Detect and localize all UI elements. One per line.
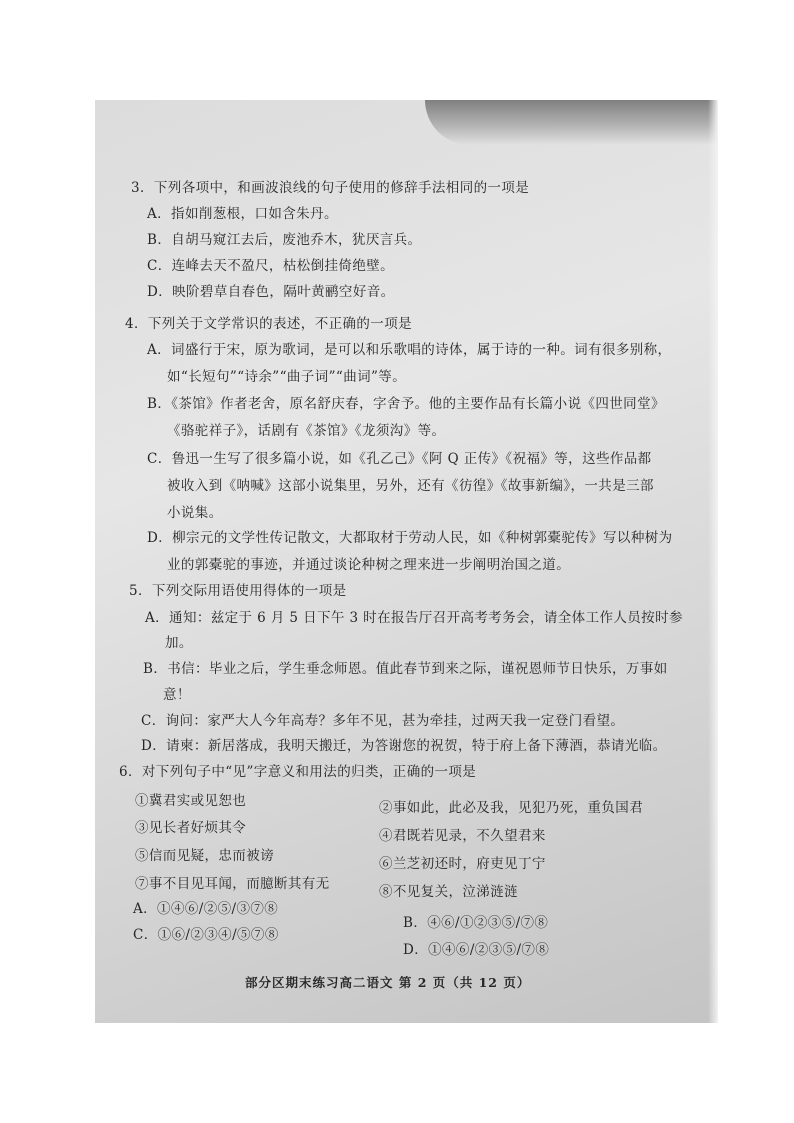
question-4-option-a-line1: A．词盛行于宋，原为歌词，是可以和乐歌唱的诗体，属于诗的一种。词有很多别称， [147, 342, 672, 358]
question-6-stem: 6．对下列句子中“见”字意义和用法的归类，正确的一项是 [119, 764, 477, 780]
question-6-item-5: ⑤信而见疑，忠而被谤 [135, 848, 274, 864]
question-4-stem: 4．下列关于文学常识的表述，不正确的一项是 [125, 316, 412, 332]
question-5-option-c: C．询问：家严大人今年高寿？多年不见，甚为牵挂，过两天我一定登门看望。 [141, 713, 625, 729]
question-3-option-a: A．指如削葱根，口如含朱丹。 [147, 206, 338, 222]
exam-content [95, 100, 718, 1023]
question-5-option-b-line1: B．书信：毕业之后，学生垂念师恩。值此春节到来之际，谨祝恩师节日快乐，万事如 [143, 661, 668, 677]
question-6-item-2: ②事如此，此必及我，见犯乃死，重负国君 [379, 800, 644, 816]
question-5-option-b-line2: 意！ [163, 687, 191, 703]
question-4-option-a-line2: 如“长短句”“诗余”“曲子词”“曲词”等。 [167, 369, 407, 385]
question-3-option-c: C．连峰去天不盈尺，枯松倒挂倚绝壁。 [147, 258, 395, 274]
question-6-option-b: B．④⑥/①②③⑤/⑦⑧ [403, 915, 549, 931]
question-4-option-b-line2: 《骆驼祥子》，话剧有《茶馆》《龙须沟》等。 [167, 423, 446, 439]
question-4-option-c-line2: 被收入到《呐喊》这部小说集里，另外，还有《彷徨》《故事新编》，一共是三部 [167, 478, 654, 494]
question-6-item-1: ①冀君实或见恕也 [135, 793, 247, 809]
question-4-option-d-line2: 业的郭橐驼的事迹，并通过谈论种树之理来进一步阐明治国之道。 [167, 557, 571, 573]
question-6-option-c: C．①⑥/②③④/⑤⑦⑧ [133, 927, 279, 943]
page-footer: 部分区期末练习高二语文 第 2 页（共 12 页） [245, 975, 531, 990]
question-6-item-6: ⑥兰芝初还时，府吏见丁宁 [379, 856, 546, 872]
question-4-option-c-line1: C．鲁迅一生写了很多篇小说，如《孔乙己》《阿 Q 正传》《祝福》等，这些作品都 [147, 451, 652, 467]
question-5-option-a-line2: 加。 [165, 635, 193, 651]
question-4-option-c-line3: 小说集。 [167, 505, 223, 521]
question-5-stem: 5．下列交际用语使用得体的一项是 [129, 583, 347, 599]
question-3-option-d: D．映阶碧草自春色，隔叶黄鹂空好音。 [147, 284, 395, 300]
question-4-option-b-line1: B．《茶馆》作者老舍，原名舒庆春，字舍予。他的主要作品有长篇小说《四世同堂》 [147, 396, 665, 412]
question-6-item-8: ⑧不见复关，泣涕涟涟 [379, 884, 518, 900]
question-5-option-d: D．请柬：新居落成，我明天搬迁，为答谢您的祝贺，特于府上备下薄酒，恭请光临。 [141, 738, 667, 754]
question-6-option-a: A．①④⑥/②⑤/③⑦⑧ [133, 901, 279, 917]
question-3-option-b: B．自胡马窥江去后，废池乔木，犹厌言兵。 [147, 232, 422, 248]
question-6-item-7: ⑦事不目见耳闻，而臆断其有无 [135, 876, 330, 892]
question-6-item-4: ④君既若见录，不久望君来 [379, 828, 546, 844]
question-5-option-a-line1: A．通知：兹定于 6 月 5 日下午 3 时在报告厅召开高考考务会，请全体工作人员按时参 [145, 610, 683, 626]
question-6-option-d: D．①④⑥/②③⑤/⑦⑧ [403, 942, 550, 958]
question-6-item-3: ③见长者好烦其令 [135, 820, 247, 836]
question-4-option-d-line1: D．柳宗元的文学性传记散文，大都取材于劳动人民，如《种树郭橐驼传》写以种树为 [147, 530, 673, 546]
scanned-page-photo [95, 100, 718, 1023]
question-3-stem: 3．下列各项中，和画波浪线的句子使用的修辞手法相同的一项是 [131, 180, 530, 196]
